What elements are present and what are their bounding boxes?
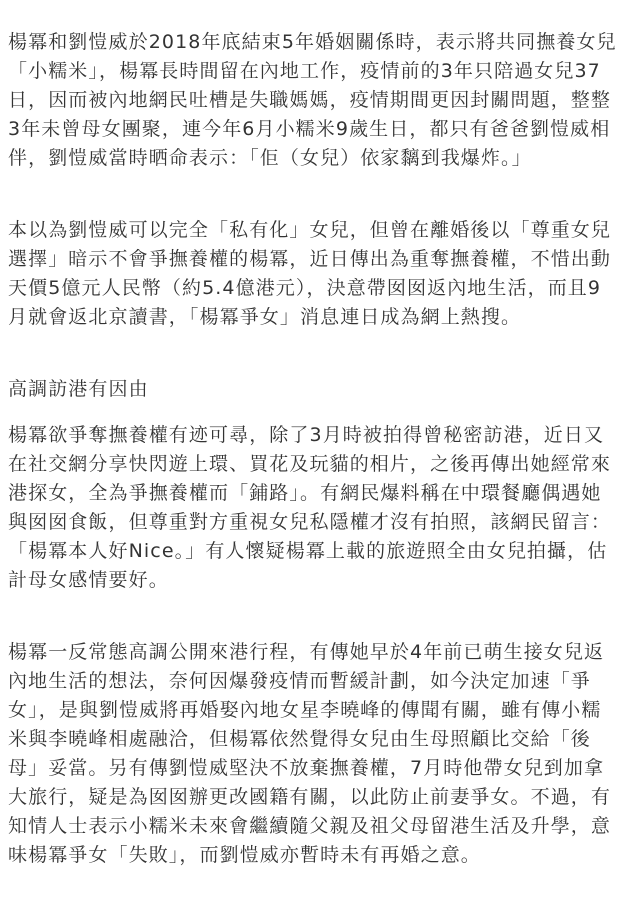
text-line: 月就會返北京讀書，「楊冪爭女」消息連日成為網上熱搜。 <box>8 306 522 328</box>
text-line: 選擇」暗示不會爭撫養權的楊冪，近日傳出為重奪撫養權，不惜出動 <box>8 248 612 270</box>
text-line: 大旅行，疑是為囡囡辦更改國籍有關，以此防止前妻爭女。不過，有 <box>8 786 612 808</box>
article-paragraph <box>8 421 612 595</box>
text-line: 母」妥當。另有傳劉愷威堅決不放棄撫養權，7月時他帶女兒到加拿 <box>8 757 605 779</box>
article-body <box>8 28 617 913</box>
text-line: 楊冪和劉愷威於2018年底結束5年婚姻關係時，表示將共同撫養女兒 <box>8 31 617 53</box>
text-line: 女」，是與劉愷威將再婚娶內地女星李曉峰的傳聞有關，雖有傳小糯 <box>8 699 602 721</box>
text-line: 伴，劉愷威當時晒命表示：「佢（女兒）依家黐到我爆炸。」 <box>8 147 532 169</box>
text-line: 與囡囡食飯，但尊重對方重視女兒私隱權才沒有拍照，該網民留言： <box>8 511 612 533</box>
text-line: 日，因而被內地網民吐槽是失職媽媽，疫情期間更因封關問題，整整 <box>8 89 612 111</box>
text-line: 天價5億元人民幣（約5.4億港元），決意帶囡囡返內地生活，而且9 <box>8 277 602 299</box>
article-paragraph <box>8 216 612 332</box>
text-line: 在社交網分享快閃遊上環、買花及玩貓的相片，之後再傳出她經常來 <box>8 453 612 475</box>
text-line: 知情人士表示小糯米未來會繼續隨父親及祖父母留港生活及升學，意 <box>8 815 612 837</box>
text-line: 楊冪欲爭奪撫養權有迹可尋，除了3月時被拍得曾秘密訪港，近日又 <box>8 424 605 446</box>
text-line: 楊冪一反常態高調公開來港行程，有傳她早於4年前已萌生接女兒返 <box>8 641 605 663</box>
text-line: 內地生活的想法，奈何因爆發疫情而暫緩計劃，如今決定加速「爭 <box>8 670 591 692</box>
text-line: 3年未曾母女團聚，連今年6月小糯米9歲生日，都只有爸爸劉愷威相 <box>8 118 611 140</box>
text-line: 港探女，全為爭撫養權而「鋪路」。有網民爆料稱在中環餐廳偶遇她 <box>8 482 602 504</box>
article-paragraph <box>8 638 612 870</box>
text-line: 味楊冪爭女「失敗」，而劉愷威亦暫時未有再婚之意。 <box>8 844 481 866</box>
text-line: 本以為劉愷威可以完全「私有化」女兒，但曾在離婚後以「尊重女兒 <box>8 219 612 241</box>
text-line: 「小糯米」，楊冪長時間留在內地工作，疫情前的3年只陪過女兒37 <box>8 60 601 82</box>
section-subheading: 高調訪港有因由 <box>8 378 149 400</box>
article-paragraph <box>8 28 617 173</box>
text-line: 「楊冪本人好Nice。」有人懷疑楊冪上載的旅遊照全由女兒拍攝，估 <box>8 540 608 562</box>
text-line: 計母女感情要好。 <box>8 569 169 591</box>
text-line: 米與李曉峰相處融洽，但楊冪依然覺得女兒由生母照顧比交給「後 <box>8 728 591 750</box>
